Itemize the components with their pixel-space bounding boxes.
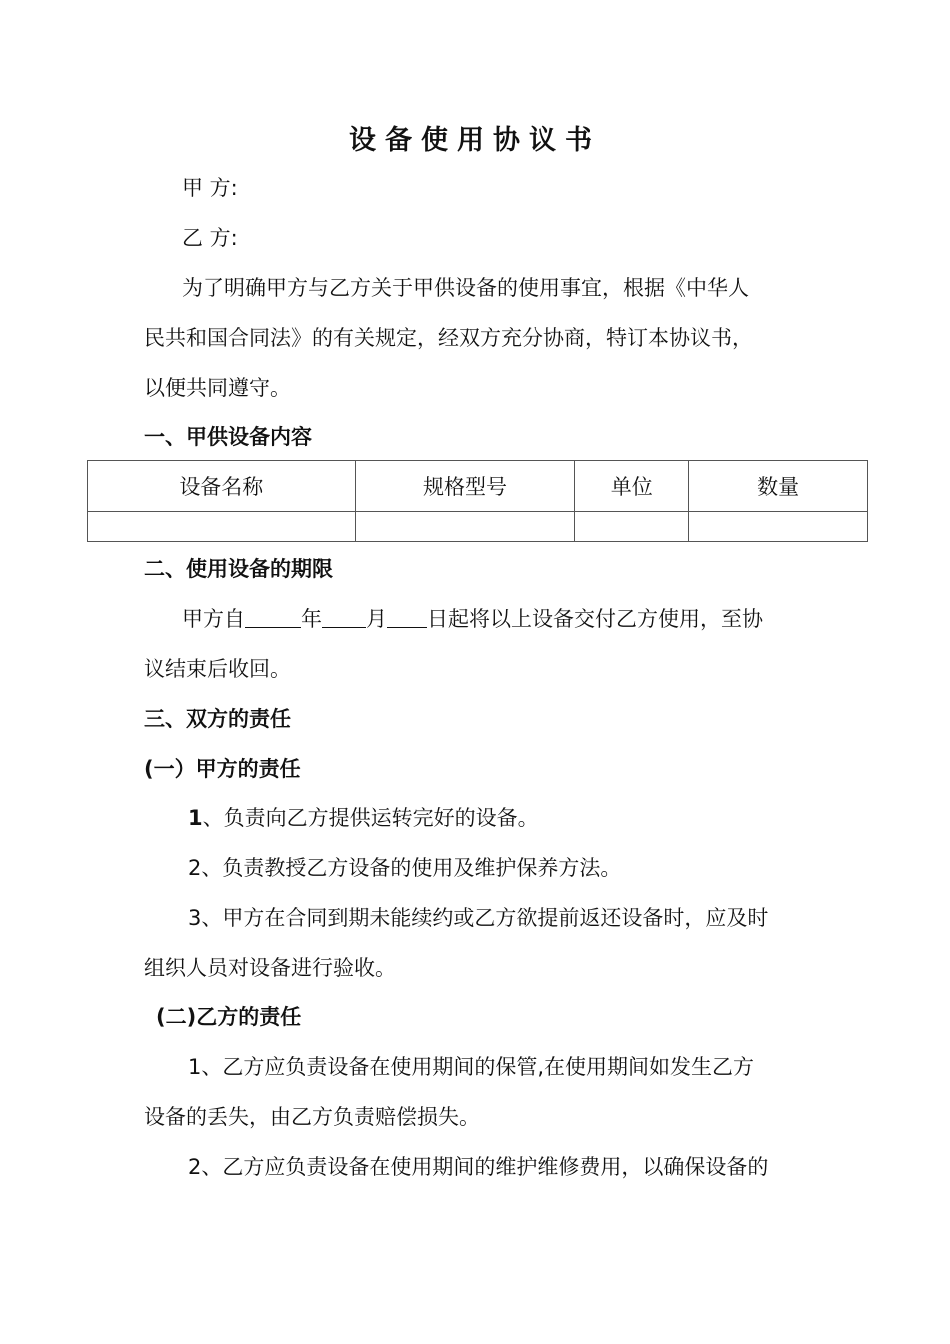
table-cell — [88, 512, 356, 542]
duty-number: 1 — [188, 806, 203, 830]
period-line-2: 议结束后收回。 — [144, 657, 291, 681]
duty-text: 、负责向乙方提供运转完好的设备。 — [202, 806, 539, 830]
party-b-duty-heading: (二)乙方的责任 — [156, 1005, 302, 1029]
party-a-duty-1 — [188, 803, 539, 833]
table-row — [88, 512, 868, 542]
party-b-duty-1-line-1: 1、乙方应负责设备在使用期间的保管,在使用期间如发生乙方 — [188, 1055, 755, 1079]
intro-line-3: 以便共同遵守。 — [144, 376, 291, 400]
party-a-duty-3-line-1: 3、甲方在合同到期未能续约或乙方欲提前返还设备时，应及时 — [188, 906, 769, 930]
table-cell — [689, 512, 868, 542]
equipment-table — [87, 460, 868, 542]
section1-heading: 一、甲供设备内容 — [144, 425, 312, 449]
table-header-row — [88, 461, 868, 512]
period-year-label: 年 — [301, 607, 322, 631]
table-cell — [355, 512, 575, 542]
table-header-cell: 单位 — [575, 461, 689, 512]
section2-heading: 二、使用设备的期限 — [144, 557, 333, 581]
party-b-label: 乙 方: — [182, 226, 238, 250]
month-blank — [322, 607, 366, 628]
document-title: 设备使用协议书 — [349, 125, 601, 156]
party-a-duty-3-line-2: 组织人员对设备进行验收。 — [144, 956, 396, 980]
party-b-duty-1-line-2: 设备的丢失，由乙方负责赔偿损失。 — [144, 1105, 480, 1129]
party-a-duty-heading: (一）甲方的责任 — [144, 757, 301, 781]
period-text-start: 甲方自 — [182, 607, 245, 631]
period-month-label: 月 — [366, 607, 387, 631]
table-cell — [575, 512, 689, 542]
table-header-cell: 规格型号 — [355, 461, 575, 512]
period-text-end: 日起将以上设备交付乙方使用，至协 — [427, 607, 763, 631]
period-line-1 — [182, 604, 763, 634]
party-a-label: 甲 方: — [182, 176, 238, 200]
intro-line-1: 为了明确甲方与乙方关于甲供设备的使用事宜，根据《中华人 — [182, 276, 749, 300]
table-header-cell: 数量 — [689, 461, 868, 512]
party-b-duty-2-line-1: 2、乙方应负责设备在使用期间的维护维修费用，以确保设备的 — [188, 1155, 769, 1179]
year-blank — [245, 607, 301, 628]
section3-heading: 三、双方的责任 — [144, 707, 291, 731]
intro-line-2: 民共和国合同法》的有关规定，经双方充分协商，特订本协议书， — [144, 326, 753, 350]
party-a-duty-2: 2、负责教授乙方设备的使用及维护保养方法。 — [188, 856, 622, 880]
day-blank — [387, 607, 427, 628]
table-header-cell: 设备名称 — [88, 461, 356, 512]
